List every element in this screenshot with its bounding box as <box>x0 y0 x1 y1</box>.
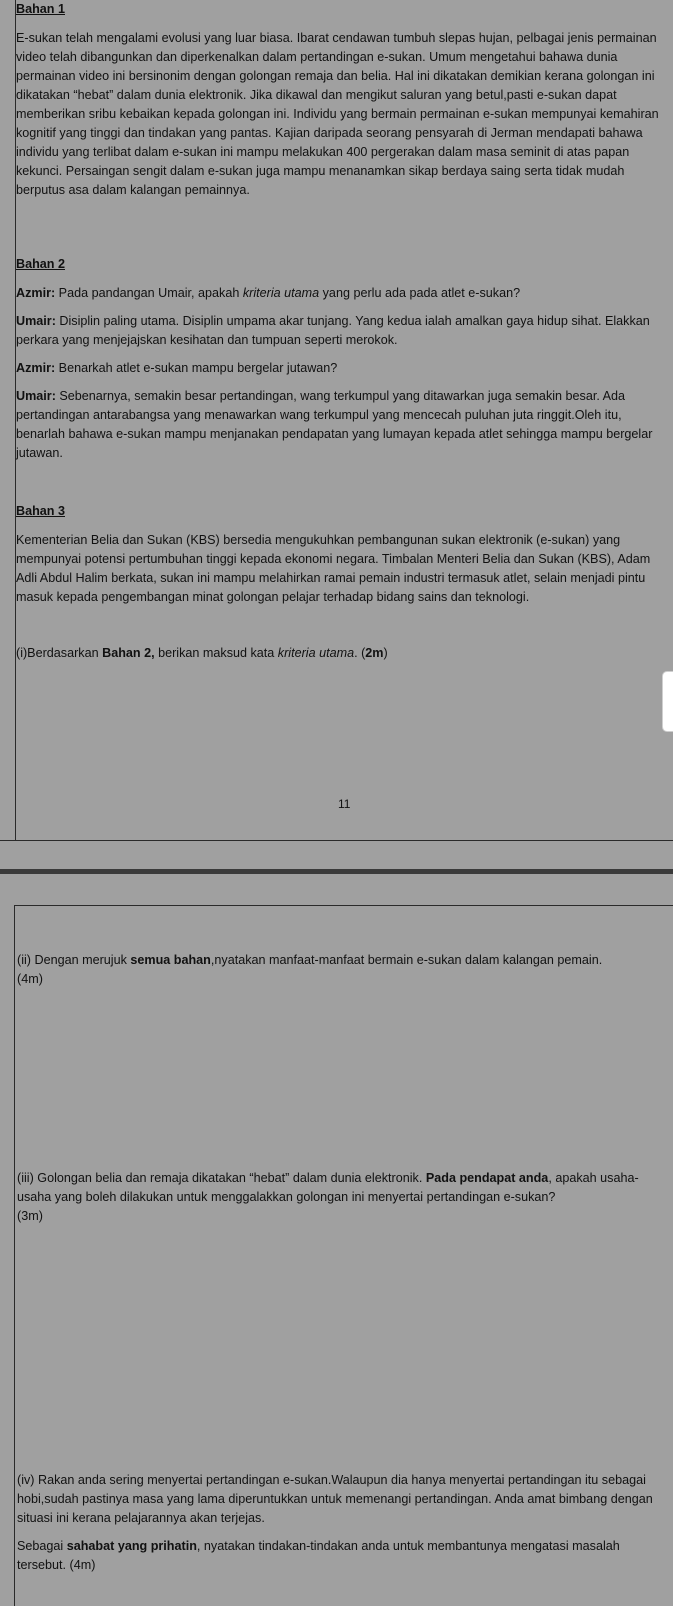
question-4 <box>17 1471 669 1575</box>
question-2: (ii) Dengan merujuk semua bahan,nyatakan manfaat-manfaat bermain e-sukan dalam kalangan pemain. (4m) <box>17 951 669 989</box>
question-1: (i)Berdasarkan Bahan 2, berikan maksud kata kriteria utama. (2m) <box>16 646 388 660</box>
kriteria-utama-term: kriteria utama <box>242 286 320 300</box>
marks: 2m <box>365 646 384 660</box>
bahan-3-text: Kementerian Belia dan Sukan (KBS) bersedia mengukuhkan pembangunan sukan elektronik (e-sukan) yang mempunyai potensi pertumbuhan tinggi kepada ekonomi negara. Timbalan Menteri Belia dan Sukan (KBS), Adam Adli Abdul Halim berkata, sukan ini mampu melahirkan ramai pemain industri termasuk atlet, selain menjadi pintu masuk kepada pengembangan minat golongan pelajar terhadap bidang sains dan teknologi. <box>16 533 651 604</box>
bahan-1-text: E-sukan telah mengalami evolusi yang luar biasa. Ibarat cendawan tumbuh slepas hujan, pelbagai jenis permainan video telah dibangunkan dan diperkenalkan dalam pertandingan e-sukan. Umum mengetahui bahawa dunia permainan video ini bersinonim dengan golongan remaja dan belia. Hal ini dikatakan demikian kerana golongan ini dikatakan “hebat” dalam dunia elektronik. Jika dikawal dan mengikut saluran yang betul,pasti e-sukan dapat memberikan sribu kebaikan kepada golongan ini. Individu yang bermain permainan e-sukan mempunyai kemahiran kognitif yang tinggi dan tindakan yang pantas. Kajian daripada seorang pensyarah di Jerman mendapati bahawa individu yang terlibat dalam e-sukan ini mampu melakukan 400 pergerakan dalam masa seminit di atas papan kekunci. Persaingan sengit dalam e-sukan juga mampu menanamkan sikap berdaya saing serta tidak mudah berputus asa dalam kalangan pemainnya. <box>16 31 659 197</box>
question-4-task: Sebagai sahabat yang prihatin, nyatakan tindakan-tindakan anda untuk membantunya mengatasi masalah tersebut. (4m) <box>17 1539 620 1572</box>
bahan-1-title: Bahan 1 <box>16 2 65 16</box>
bahan-3-title: Bahan 3 <box>16 504 65 518</box>
page-number: 11 <box>338 797 351 811</box>
bahan-1-section <box>16 0 666 200</box>
speaker-umair: Umair: <box>16 389 56 403</box>
answer-box[interactable] <box>662 671 673 732</box>
question-3: (iii) Golongan belia dan remaja dikatakan “hebat” dalam dunia elektronik. Pada pendapat anda, apakah usaha-usaha yang boleh dilakukan untuk menggalakkan golongan ini menyertai pertandingan e-sukan? (3m) <box>17 1169 669 1226</box>
page-2 <box>14 905 673 1606</box>
marks: (4m) <box>17 972 43 986</box>
dialogue-azmir-2: Azmir: Benarkah atlet e-sukan mampu bergelar jutawan? <box>16 361 338 375</box>
page-separator <box>0 869 673 874</box>
dialogue-umair-1: Umair: Disiplin paling utama. Disiplin umpama akar tunjang. Yang kedua ialah amalkan gaya hidup sihat. Elakkan perkara yang menjejajskan kesihatan dan tumpuan seperti merokok. <box>16 314 650 347</box>
dialogue-umair-2: Umair: Sebenarnya, semakin besar pertandingan, wang terkumpul yang ditawarkan juga semakin besar. Ada pertandingan antarabangsa yang menawarkan wang terkumpul yang mencecah puluhan juta ringgit.Oleh itu, benarlah bahawa e-sukan mampu menjanakan pendapatan yang lumayan kepada atlet sehingga mampu bergelar jutawan. <box>16 389 653 460</box>
speaker-umair: Umair: <box>16 314 56 328</box>
bahan-2-title: Bahan 2 <box>16 257 65 271</box>
speaker-azmir: Azmir: <box>16 286 56 300</box>
dialogue-azmir-1: Azmir: Pada pandangan Umair, apakah kriteria utama yang perlu ada pada atlet e-sukan? <box>16 286 521 300</box>
bahan-2-section <box>16 255 666 463</box>
question-4-scenario: (iv) Rakan anda sering menyertai pertandingan e-sukan.Walaupun dia hanya menyertai pertandingan itu sebagai hobi,sudah pastinya masa yang lama diperuntukkan untuk memenangi pertandingan. Anda amat bimbang dengan situasi ini kerana pelajarannya akan terjejas. <box>17 1473 653 1525</box>
speaker-azmir: Azmir: <box>16 361 56 375</box>
marks: (3m) <box>17 1209 43 1223</box>
bahan-3-section <box>16 502 666 607</box>
